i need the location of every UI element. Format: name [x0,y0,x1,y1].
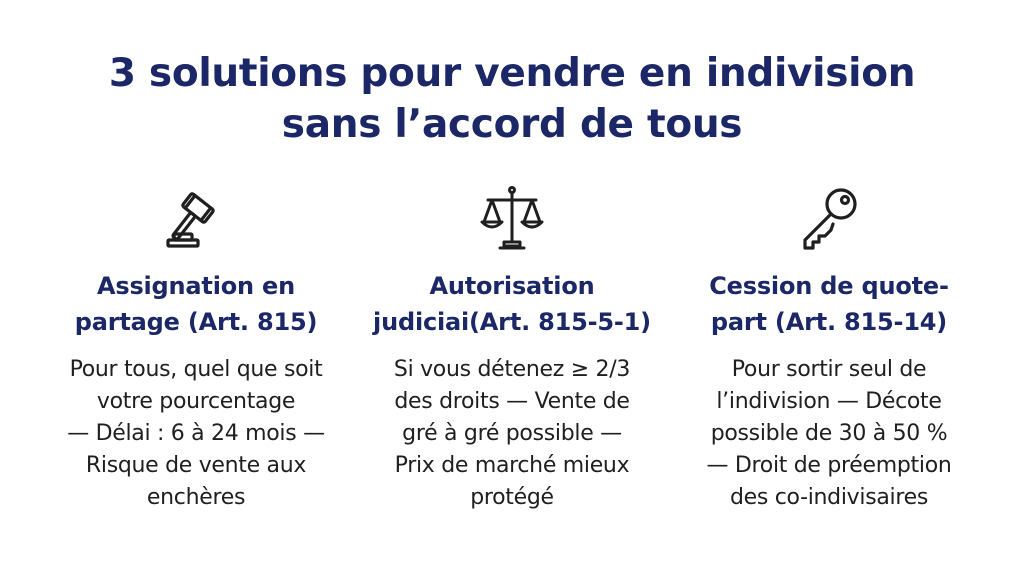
description-line: Prix de marché mieux [394,453,630,478]
solution-card-assignation [46,182,346,514]
solution-heading [679,268,979,340]
description-line: gré à gré possible — [402,421,622,446]
description-line: Pour sortir seul de [731,357,927,382]
solution-heading-line: part (Art. 815-14) [710,308,948,336]
description-line: possible de 30 à 50 % [710,421,948,446]
solution-heading-line: partage (Art. 815) [74,308,318,336]
solution-description [679,354,979,514]
solution-heading [362,268,662,340]
solution-heading-line: Autorisation [429,272,595,300]
description-line: protégé [470,485,554,510]
page-title-line-2: sans l’accord de tous [281,102,743,147]
description-line: des droits — Vente de [394,389,630,414]
solution-heading-line: Cession de quote- [709,272,949,300]
solution-description [362,354,662,514]
description-line: Si vous détenez ≥ 2/3 [393,357,631,382]
gavel-icon [160,182,232,254]
solution-card-cession [679,182,979,514]
description-line: Pour tous, quel que soit [69,357,323,382]
page-title-line-1: 3 solutions pour vendre en indivision [108,51,916,96]
solution-heading-line: judiciai(Art. 815-5-1) [373,308,651,336]
page-title [0,48,1024,150]
description-line: — Droit de préemption [706,453,952,478]
solution-heading-line: Assignation en [96,272,296,300]
description-line: des co-indivisaires [729,485,929,510]
solution-heading [46,268,346,340]
solution-card-autorisation [362,182,662,514]
scales-icon [476,182,548,254]
description-line: votre pourcentage [96,389,296,414]
description-line: — Délai : 6 à 24 mois — [67,421,325,446]
key-icon [793,182,865,254]
description-line: l’indivision — Décote [716,389,942,414]
solution-description [46,354,346,514]
description-line: Risque de vente aux [85,453,307,478]
description-line: enchères [146,485,246,510]
